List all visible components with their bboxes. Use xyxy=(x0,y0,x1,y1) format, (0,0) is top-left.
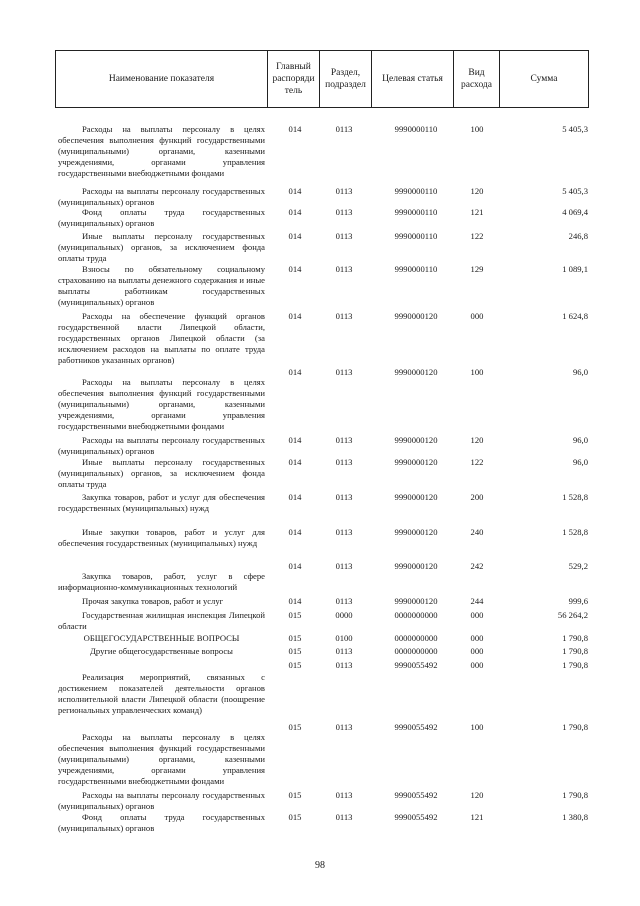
row-section: 0113 xyxy=(335,186,353,196)
row-sum: 5 405,3 xyxy=(562,124,588,134)
row-sum: 96,0 xyxy=(572,457,588,467)
header-expense-type: Вид расхода xyxy=(454,51,500,107)
table-header xyxy=(55,50,589,108)
row-sum: 56 264,2 xyxy=(557,610,588,620)
row-chief-manager: 015 xyxy=(288,660,302,670)
row-chief-manager: 015 xyxy=(288,722,302,732)
header-section: Раздел, подраздел xyxy=(320,51,372,107)
row-name: Иные выплаты персоналу государственных (муниципальных) органов, за исключением фонда оплаты труда xyxy=(58,457,265,489)
page-number: 98 xyxy=(315,860,325,871)
row-section: 0113 xyxy=(335,207,353,217)
row-name: Расходы на выплаты персоналу в целях обеспечения выполнения функций государственными (муниципальными) органами, казенными учреждениями, органами управления государственными внебюджетными фондами xyxy=(58,377,265,431)
row-section: 0113 xyxy=(335,264,353,274)
row-sum: 96,0 xyxy=(572,367,588,377)
row-name: Расходы на выплаты персоналу государственных (муниципальных) органов xyxy=(58,186,265,207)
row-chief-manager: 014 xyxy=(288,457,302,467)
row-expense-type: 200 xyxy=(470,492,484,502)
row-sum: 1 790,8 xyxy=(562,722,588,732)
row-target-item: 9990000110 xyxy=(394,186,438,196)
row-name: Закупка товаров, работ, услуг в сфере информационно-коммуникационных технологий xyxy=(58,571,265,592)
row-expense-type: 120 xyxy=(470,790,484,800)
row-target-item: 9990055492 xyxy=(394,790,438,800)
row-expense-type: 000 xyxy=(470,660,484,670)
row-sum: 1 528,8 xyxy=(562,492,588,502)
row-chief-manager: 014 xyxy=(288,207,302,217)
row-chief-manager: 015 xyxy=(288,646,302,656)
header-sum: Сумма xyxy=(530,74,558,84)
row-section: 0113 xyxy=(335,457,353,467)
row-sum: 246,8 xyxy=(568,231,588,241)
row-expense-type: 122 xyxy=(470,457,484,467)
row-target-item: 9990055492 xyxy=(394,660,438,670)
row-name: Прочая закупка товаров, работ и услуг xyxy=(82,596,224,606)
row-sum: 1 790,8 xyxy=(562,790,588,800)
row-chief-manager: 014 xyxy=(288,561,302,571)
row-target-item: 9990000110 xyxy=(394,207,438,217)
row-target-item: 9990000120 xyxy=(394,311,438,321)
row-target-item: 9990000120 xyxy=(394,457,438,467)
header-name: Наименование показателя xyxy=(56,51,268,107)
row-name: Расходы на выплаты персоналу государственных (муниципальных) органов xyxy=(58,435,265,456)
row-target-item: 9990000120 xyxy=(394,367,438,377)
row-section: 0113 xyxy=(335,812,353,822)
row-section: 0000 xyxy=(335,610,353,620)
row-target-item: 9990000110 xyxy=(394,124,438,134)
row-name: Реализация мероприятий, связанных с достижением показателей деятельности органов исполнительной власти Липецкой области (поощрение региональных управленческих команд) xyxy=(58,672,265,715)
row-sum: 1 790,8 xyxy=(562,633,588,643)
row-sum: 1 089,1 xyxy=(562,264,588,274)
row-chief-manager: 015 xyxy=(288,790,302,800)
row-expense-type: 100 xyxy=(470,722,484,732)
row-sum: 4 069,4 xyxy=(562,207,588,217)
row-sum: 999,6 xyxy=(568,596,588,606)
row-expense-type: 120 xyxy=(470,186,484,196)
row-section: 0113 xyxy=(335,722,353,732)
row-name: Иные выплаты персоналу государственных (муниципальных) органов, за исключением фонда оплаты труда xyxy=(58,231,265,263)
row-target-item: 9990000120 xyxy=(394,435,438,445)
row-target-item: 0000000000 xyxy=(394,610,438,620)
row-expense-type: 100 xyxy=(470,367,484,377)
row-name: Расходы на выплаты персоналу в целях обеспечения выполнения функций государственными (муниципальными) органами, казенными учреждениями, органами управления государственными внебюджетными фондами xyxy=(58,732,265,786)
row-target-item: 9990000110 xyxy=(394,231,438,241)
row-chief-manager: 014 xyxy=(288,186,302,196)
row-expense-type: 121 xyxy=(470,207,484,217)
row-expense-type: 122 xyxy=(470,231,484,241)
row-name: ОБЩЕГОСУДАРСТВЕННЫЕ ВОПРОСЫ xyxy=(83,633,240,643)
row-sum: 5 405,3 xyxy=(562,186,588,196)
row-chief-manager: 014 xyxy=(288,492,302,502)
row-section: 0113 xyxy=(335,596,353,606)
row-chief-manager: 014 xyxy=(288,596,302,606)
row-chief-manager: 015 xyxy=(288,633,302,643)
row-sum: 96,0 xyxy=(572,435,588,445)
row-chief-manager: 014 xyxy=(288,311,302,321)
row-chief-manager: 014 xyxy=(288,435,302,445)
row-expense-type: 244 xyxy=(470,596,484,606)
row-expense-type: 242 xyxy=(470,561,484,571)
row-section: 0113 xyxy=(335,124,353,134)
row-expense-type: 000 xyxy=(470,311,484,321)
row-target-item: 0000000000 xyxy=(394,646,438,656)
row-name: Расходы на выплаты персоналу государственных (муниципальных) органов xyxy=(58,790,265,811)
row-expense-type: 000 xyxy=(470,610,484,620)
row-target-item: 9990000120 xyxy=(394,492,438,502)
row-expense-type: 129 xyxy=(470,264,484,274)
row-chief-manager: 015 xyxy=(288,812,302,822)
row-chief-manager: 014 xyxy=(288,367,302,377)
row-name: Фонд оплаты труда государственных (муниципальных) органов xyxy=(58,207,265,228)
row-target-item: 9990000110 xyxy=(394,264,438,274)
row-name: Расходы на выплаты персоналу в целях обеспечения выполнения функций государственными (муниципальными) органами, казенными учреждениями, органами управления государственными внебюджетными фондами xyxy=(58,124,265,178)
row-sum: 1 380,8 xyxy=(562,812,588,822)
row-target-item: 0000000000 xyxy=(394,633,438,643)
row-expense-type: 000 xyxy=(470,646,484,656)
row-sum: 1 790,8 xyxy=(562,660,588,670)
row-section: 0113 xyxy=(335,492,353,502)
row-section: 0113 xyxy=(335,660,353,670)
row-sum: 1 624,8 xyxy=(562,311,588,321)
row-name: Фонд оплаты труда государственных (муниципальных) органов xyxy=(58,812,265,833)
row-section: 0113 xyxy=(335,367,353,377)
row-section: 0113 xyxy=(335,311,353,321)
row-name: Иные закупки товаров, работ и услуг для обеспечения государственных (муниципальных) нужд xyxy=(58,527,265,548)
row-target-item: 9990000120 xyxy=(394,561,438,571)
row-name: Расходы на обеспечение функций органов государственной власти Липецкой области, государственных органов Липецкой области (за исключением расходов на выплаты по оплате труда работников указанных органов) xyxy=(58,311,265,365)
row-section: 0113 xyxy=(335,435,353,445)
row-expense-type: 000 xyxy=(470,633,484,643)
row-target-item: 9990000120 xyxy=(394,527,438,537)
row-section: 0113 xyxy=(335,527,353,537)
row-chief-manager: 015 xyxy=(288,610,302,620)
row-name: Взносы по обязательному социальному страхованию на выплаты денежного содержания и иные выплаты работникам государственных (муниципальных) органов xyxy=(58,264,265,307)
row-name: Государственная жилищная инспекция Липецкой области xyxy=(58,610,265,631)
row-section: 0113 xyxy=(335,646,353,656)
row-name: Закупка товаров, работ и услуг для обеспечения государственных (муниципальных) нужд xyxy=(58,492,265,513)
row-expense-type: 240 xyxy=(470,527,484,537)
header-target-item: Целевая статья xyxy=(372,51,454,107)
row-chief-manager: 014 xyxy=(288,124,302,134)
row-chief-manager: 014 xyxy=(288,527,302,537)
row-target-item: 9990055492 xyxy=(394,722,438,732)
row-section: 0100 xyxy=(335,633,353,643)
row-chief-manager: 014 xyxy=(288,231,302,241)
row-sum: 529,2 xyxy=(568,561,588,571)
row-expense-type: 100 xyxy=(470,124,484,134)
row-sum: 1 790,8 xyxy=(562,646,588,656)
row-section: 0113 xyxy=(335,231,353,241)
row-expense-type: 121 xyxy=(470,812,484,822)
row-sum: 1 528,8 xyxy=(562,527,588,537)
row-target-item: 9990055492 xyxy=(394,812,438,822)
row-section: 0113 xyxy=(335,790,353,800)
header-chief-manager: Главный распоряди тель xyxy=(268,51,320,107)
row-target-item: 9990000120 xyxy=(394,596,438,606)
row-expense-type: 120 xyxy=(470,435,484,445)
row-section: 0113 xyxy=(335,561,353,571)
row-chief-manager: 014 xyxy=(288,264,302,274)
row-name: Другие общегосударственные вопросы xyxy=(90,646,233,656)
